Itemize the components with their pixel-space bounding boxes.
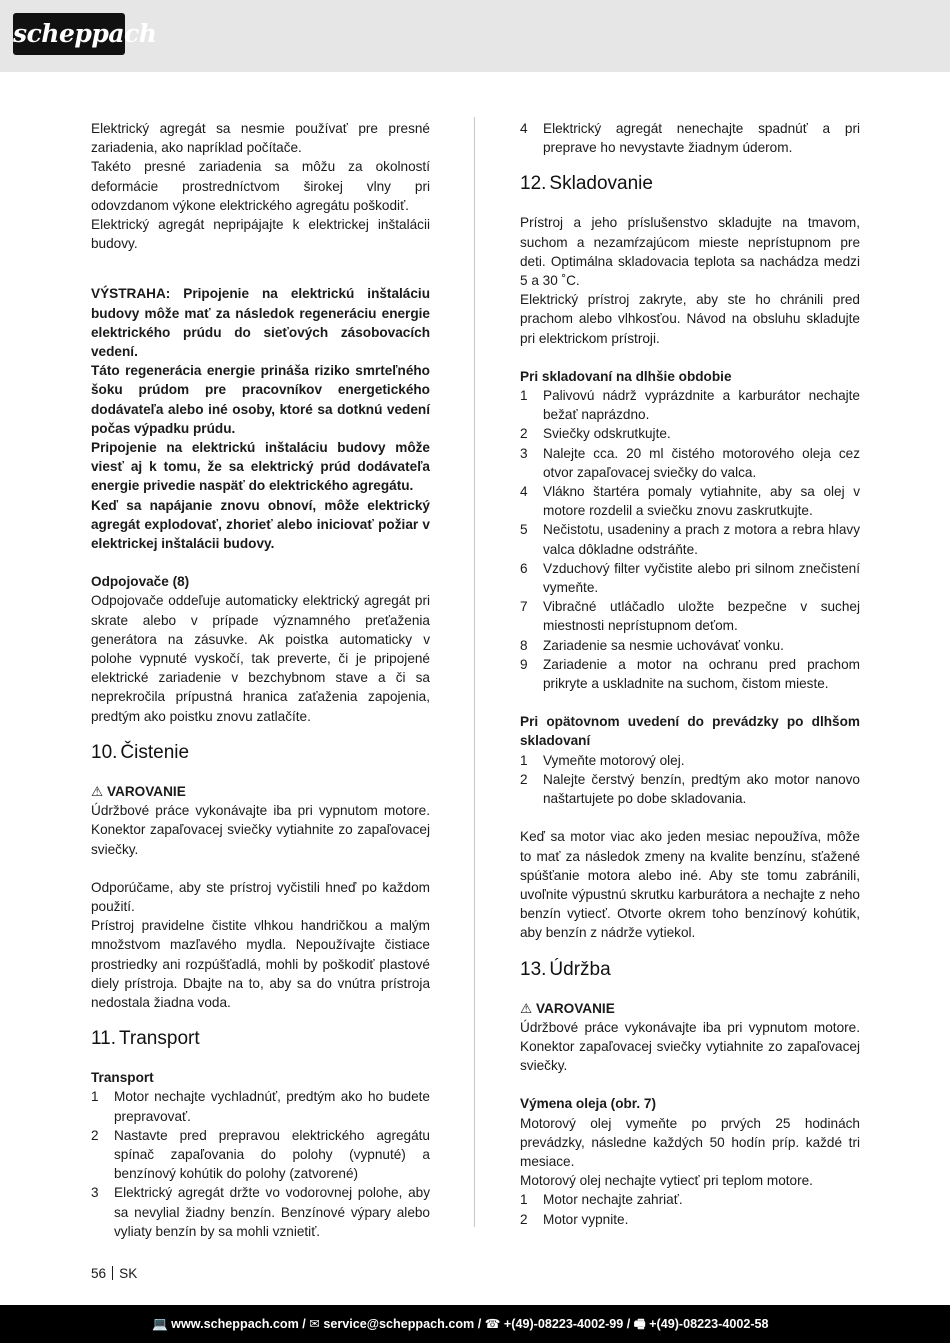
paragraph: Elektrický prístroj zakryte, aby ste ho chránili pred prachom alebo vlhkosťou. Návod na obsluhu skladujte pri elektrickom prístroji.	[520, 292, 860, 346]
list-item: 7 Vibračné utláčadlo uložte bezpečne v suchej miestnosti neprístupnom deťom.	[520, 599, 860, 634]
right-column	[520, 119, 860, 1229]
left-column	[91, 119, 430, 1241]
column-divider	[474, 117, 475, 1227]
warning-paragraph: VÝSTRAHA: Pripojenie na elektrickú inštaláciu budovy môže mať za následok regeneráciu energie elektrického prúdu do sieťových zásobovacích vedení.	[91, 286, 430, 360]
list-item: 9 Zariadenie a motor na ochranu pred prachom prikryte a uskladnite na suchom, čistom mieste.	[520, 656, 860, 692]
oil-change-list	[520, 1190, 860, 1228]
warning-label: ⚠ VAROVANIE	[520, 1000, 615, 1016]
subsection-title: Transport	[91, 1070, 154, 1086]
paragraph: Údržbové práce vykonávajte iba pri vypnutom motore. Konektor zapaľovacej sviečky vytiahnite zo zapaľovacej sviečky.	[520, 1019, 860, 1074]
subsection-title: Pri opätovnom uvedení do prevádzky po dlhšom skladovaní	[520, 714, 860, 749]
contact-info: 💻 www.scheppach.com / ✉ service@scheppach.com / ☎ +(49)-08223-4002-99 / 🖷 +(49)-08223-4002-58	[152, 1317, 769, 1331]
list-item: 1 Motor nechajte vychladnúť, predtým ako ho budete prepravovať.	[91, 1089, 430, 1124]
section-heading-12: 12. Skladovanie	[520, 173, 653, 195]
page-number: 56 SK	[91, 1266, 138, 1281]
paragraph: Prístroj pravidelne čistite vlhkou handričkou a malým množstvom mazľavého mydla. Nepoužívajte čistiace prostriedky ani rozpúšťadlá, mohli by poškodiť plastové diely prístroja. Dbajte na to, aby sa do vnútra prístroja nedostala žiadna voda.	[91, 918, 430, 1010]
restart-list	[520, 751, 860, 809]
section-heading-13: 13. Údržba	[520, 958, 611, 980]
page-header	[0, 0, 950, 72]
section-heading-10: 10. Čistenie	[91, 741, 190, 763]
list-item: 2 Motor vypnite.	[520, 1211, 629, 1227]
section-heading-11: 11. Transport	[91, 1028, 200, 1050]
list-item: 2 Nastavte pred prepravou elektrického agregátu spínač zapaľovania do polohy (vypnuté) a benzínový kohútik do polohy (zatvorené)	[91, 1127, 430, 1182]
warning-label: ⚠ VAROVANIE	[91, 783, 186, 799]
list-item: 1 Palivovú nádrž vyprázdnite a karburátor nechajte bežať naprázdno.	[520, 388, 860, 423]
list-item: 1 Motor nechajte zahriať.	[520, 1192, 683, 1208]
list-item: 2 Sviečky odskrutkujte.	[520, 426, 671, 442]
list-item: 6 Vzduchový filter vyčistite alebo pri silnom znečistení vymeňte.	[520, 560, 860, 596]
transport-list-continued	[520, 119, 860, 157]
paragraph: Odpojovače oddeľuje automaticky elektrický agregát pri skrate alebo v prípade významného preťaženia generátora na zásuvke. Ak poistka automaticky v polohe vypnuté vyskočí, tak preverte, či je pripojené elektrické zariadenie v bezchybnom stave a či sa neprekročila prípustná hranica zaťaženia zapojenia, predtým ako poistku znovu zatlačíte.	[91, 593, 430, 724]
subsection-title: Odpojovače (8)	[91, 574, 190, 590]
paragraph: Prístroj a jeho príslušenstvo skladujte na tmavom, suchom a nezamŕzajúcom mieste neprístupnom pre deti. Optimálna skladovacia teplota sa nachádza medzi 5 a 30 ˚C.	[520, 215, 860, 289]
paragraph: Keď sa motor viac ako jeden mesiac nepoužíva, môže to mať za následok zmeny na kvalite benzínu, sťažené spúšťanie motora alebo iné. Aby ste tomu zabránili, uvoľnite výpustnú skrutku karburátora a nechajte z neho benzín vytiecť. Otvorte okrem toho benzínový kohútik, aby benzín z nádrže vytiekol.	[520, 829, 860, 941]
list-item: 2 Nalejte čerstvý benzín, predtým ako motor nanovo naštartujete po dobe skladovania.	[520, 771, 860, 807]
paragraph: Takéto presné zariadenia sa môžu za okolností deformácie prostredníctvom širokej vlny pri odovzdanom výkone elektrického agregátu poškodiť.	[91, 159, 430, 213]
subsection-title: Výmena oleja (obr. 7)	[520, 1096, 656, 1112]
contact-footer	[0, 1305, 950, 1343]
warning-paragraph: Táto regenerácia energie prináša riziko smrteľného šoku prúdom pre pracovníkov energetického dodávateľa alebo iné osoby, ktoré sa dotknú vedení počas výpadku prúdu.	[91, 363, 430, 436]
warning-paragraph: Pripojenie na elektrickú inštaláciu budovy môže viesť aj k tomu, že sa elektrický prúd dodávateľa energie privedie naspäť do elektrického agregátu.	[91, 440, 430, 494]
paragraph: Elektrický agregát nepripájajte k elektrickej inštalácii budovy.	[91, 217, 430, 252]
transport-list	[91, 1087, 430, 1241]
list-item: 3 Elektrický agregát držte vo vodorovnej polohe, aby sa nevylial žiadny benzín. Benzínové výpary alebo vyliaty benzín by sa mohli vznietiť.	[91, 1185, 430, 1239]
list-item: 1 Vymeňte motorový olej.	[520, 752, 685, 768]
scheppach-logo: scheppach	[13, 13, 125, 55]
list-item: 4 Vlákno štartéra pomaly vytiahnite, aby sa olej v motore rozdelil a sviečku znovu zaskrutkujte.	[520, 484, 860, 519]
paragraph: Údržbové práce vykonávajte iba pri vypnutom motore. Konektor zapaľovacej sviečky vytiahnite zo zapaľovacej sviečky.	[91, 803, 430, 857]
subsection-title: Pri skladovaní na dlhšie obdobie	[520, 368, 732, 384]
paragraph: Motorový olej vymeňte po prvých 25 hodinách prevádzky, následne každých 50 hodín príp. každé tri mesiace.	[520, 1115, 860, 1169]
paragraph: Motorový olej nechajte vytiecť pri teplom motore.	[520, 1173, 813, 1189]
list-item: 8 Zariadenie sa nesmie uchovávať vonku.	[520, 637, 784, 653]
list-item: 5 Nečistotu, usadeniny a prach z motora a rebra hlavy valca dôkladne odstráňte.	[520, 522, 860, 557]
list-item: 3 Nalejte cca. 20 ml čistého motorového oleja cez otvor zapaľovacej sviečky do valca.	[520, 445, 860, 480]
warning-paragraph: Keď sa napájanie znovu obnoví, môže elektrický agregát explodovať, zhorieť alebo iniciovať požiar v elektrickej inštalácii budovy.	[91, 497, 430, 552]
paragraph: Elektrický agregát sa nesmie používať pre presné zariadenia, ako napríklad počítače.	[91, 121, 430, 156]
long-storage-list	[520, 386, 860, 693]
list-item: 4 Elektrický agregát nenechajte spadnúť a pri preprave ho nevystavte žiadnym úderom.	[520, 121, 860, 156]
paragraph: Odporúčame, aby ste prístroj vyčistili hneď po každom použití.	[91, 879, 430, 914]
